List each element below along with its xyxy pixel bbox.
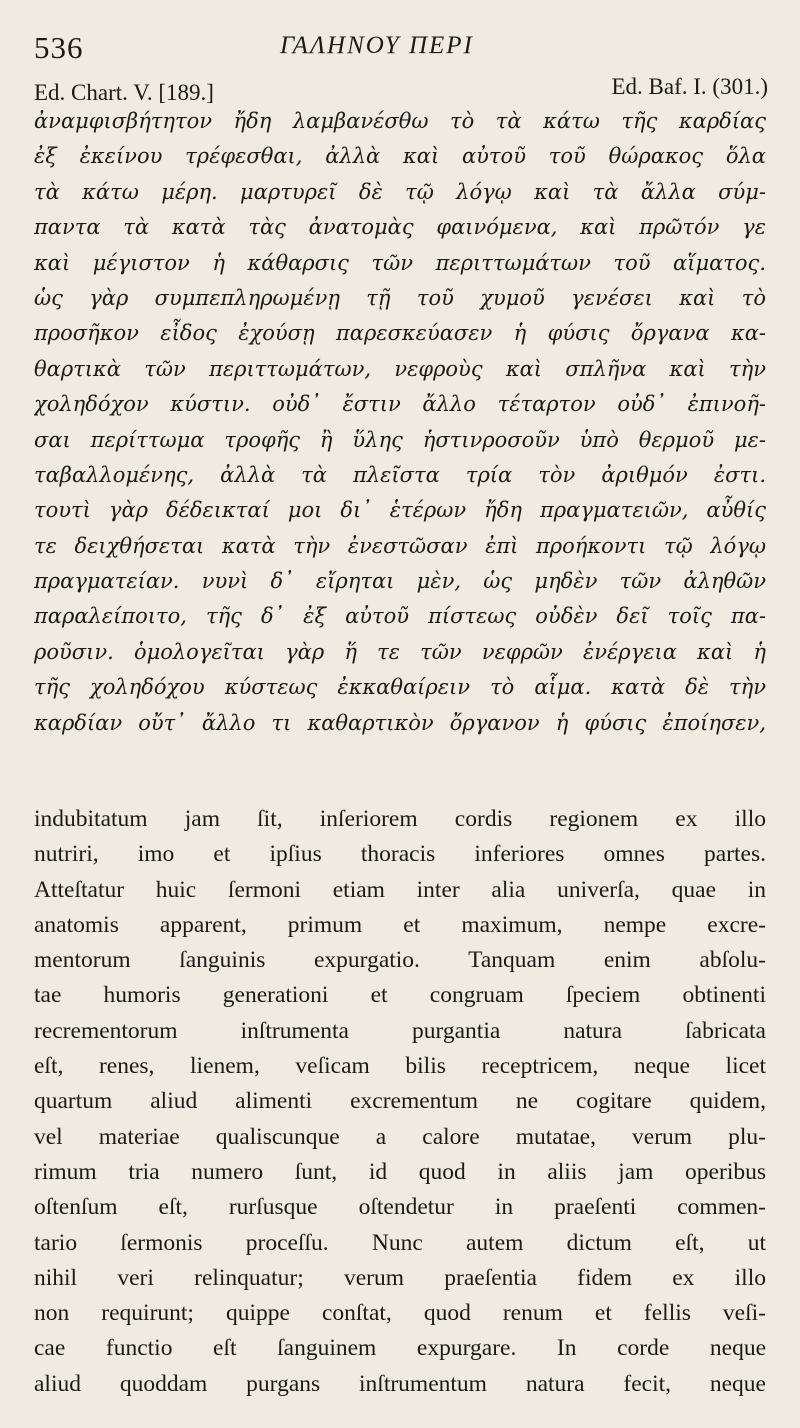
latin-text-block	[34, 802, 766, 1402]
latin-line: rimum tria numero ſunt, id quod in aliis jam operibus	[34, 1158, 766, 1185]
latin-line: tario ſermonis proceſſu. Nunc autem dictum eſt, ut	[34, 1229, 766, 1256]
greek-line: ταβαλλομένης, ἀλλὰ τὰ πλεῖστα τρία τὸν ἀριθμόν ἐστι.	[34, 462, 766, 487]
greek-line: ἐξ ἐκείνου τρέφεσθαι, ἀλλὰ καὶ αὐτοῦ τοῦ θώρακος ὅλα	[34, 144, 766, 169]
latin-line: eſt, renes, lienem, veſicam bilis receptricem, neque licet	[34, 1053, 766, 1080]
latin-line: quartum aliud alimenti excrementum ne cogitare quidem,	[34, 1088, 766, 1115]
greek-line: ὡς γὰρ συμπεπληρωμένῃ τῇ τοῦ χυμοῦ γενέσει καὶ τὸ	[34, 285, 766, 310]
latin-line: tae humoris generationi et congruam ſpeciem obtinenti	[34, 982, 766, 1009]
greek-line: ροῦσιν. ὁμολογεῖται γὰρ ἥ τε τῶν νεφρῶν ἐνέργεια καὶ ἡ	[34, 639, 766, 664]
latin-line: vel materiae qualiscunque a calore mutatae, verum plu-	[34, 1123, 766, 1150]
greek-line: σαι περίττωμα τροφῆς ἢ ὕλης ἡστινροσοῦν ὑπὸ θερμοῦ με-	[34, 427, 766, 452]
greek-line: προσῆκον εἶδος ἐχούσῃ παρεσκεύασεν ἡ φύσις ὄργανα κα-	[34, 321, 766, 346]
latin-line: mentorum ſanguinis expurgatio. Tanquam enim abſolu-	[34, 947, 766, 974]
edition-reference-basel: Ed. Baf. I. (301.)	[611, 74, 768, 99]
greek-line: ἀναμφισβήτητον ἤδη λαμβανέσθω τὸ τὰ κάτω τῆς καρδίας	[34, 109, 766, 133]
latin-line: indubitatum jam ſit, inſeriorem cordis regionem ex illo	[34, 806, 766, 832]
latin-line: Atteſtatur huic ſermoni etiam inter alia univerſa, quae in	[34, 876, 766, 903]
greek-line: τουτὶ γὰρ δέδεικταί μοι δι᾽ ἑτέρων ἤδη πραγματειῶν, αὖθίς	[34, 498, 766, 523]
latin-line: nutriri, imo et ipſius thoracis inferiores omnes partes.	[34, 841, 766, 868]
greek-line: θαρτικὰ τῶν περιττωμάτων, νεφροὺς καὶ σπλῆνα καὶ τὴν	[34, 356, 766, 381]
greek-line: πραγματείαν. νυνὶ δ᾽ εἴρηται μὲν, ὡς μηδὲν τῶν ἀληθῶν	[34, 569, 766, 594]
latin-line: oſtenſum eſt, rurſusque oſtendetur in praeſenti commen-	[34, 1194, 766, 1221]
greek-line: τε δειχθήσεται κατὰ τὴν ἐνεστῶσαν ἐπὶ προήκοντι τῷ λόγῳ	[34, 533, 766, 558]
greek-line: τὰ κάτω μέρη. μαρτυρεῖ δὲ τῷ λόγῳ καὶ τὰ ἄλλα σύμ-	[34, 179, 766, 204]
greek-text-block	[34, 104, 766, 741]
latin-line: non requirunt; quippe conſtat, quod renum et fellis veſi-	[34, 1300, 766, 1327]
latin-line: anatomis apparent, primum et maximum, nempe excre-	[34, 911, 766, 938]
running-title: ΓΑΛΗΝΟΥ ΠΕΡΙ	[280, 32, 474, 59]
greek-line: παραλείποιτο, τῆς δ᾽ ἐξ αὐτοῦ πίστεως οὐδὲν δεῖ τοῖς πα-	[34, 604, 766, 629]
edition-reference-chartier: Ed. Chart. V. [189.]	[34, 80, 214, 105]
latin-line: recrementorum inſtrumenta purgantia natura ſabricata	[34, 1017, 766, 1044]
page-number: 536	[34, 30, 84, 65]
latin-line: cae functio eſt ſanguinem expurgare. In corde neque	[34, 1335, 766, 1362]
latin-line: nihil veri relinquatur; verum praeſentia fidem ex illo	[34, 1264, 766, 1291]
latin-line: aliud quoddam purgans inſtrumentum natura fecit, neque	[34, 1370, 766, 1397]
greek-line: παντα τὰ κατὰ τὰς ἀνατομὰς φαινόμενα, καὶ πρῶτόν γε	[34, 215, 766, 240]
greek-line: τῆς χοληδόχου κύστεως ἐκκαθαίρειν τὸ αἷμα. κατὰ δὲ τὴν	[34, 675, 766, 700]
greek-line: καὶ μέγιστον ἡ κάθαρσις τῶν περιττωμάτων τοῦ αἵματος.	[34, 250, 766, 275]
greek-line: καρδίαν οὔτ᾽ ἄλλο τι καθαρτικὸν ὄργανον ἡ φύσις ἐποίησεν,	[34, 710, 766, 735]
greek-line: χοληδόχον κύστιν. οὐδ᾽ ἔστιν ἄλλο τέταρτον οὐδ᾽ ἐπινοῆ-	[34, 392, 766, 417]
